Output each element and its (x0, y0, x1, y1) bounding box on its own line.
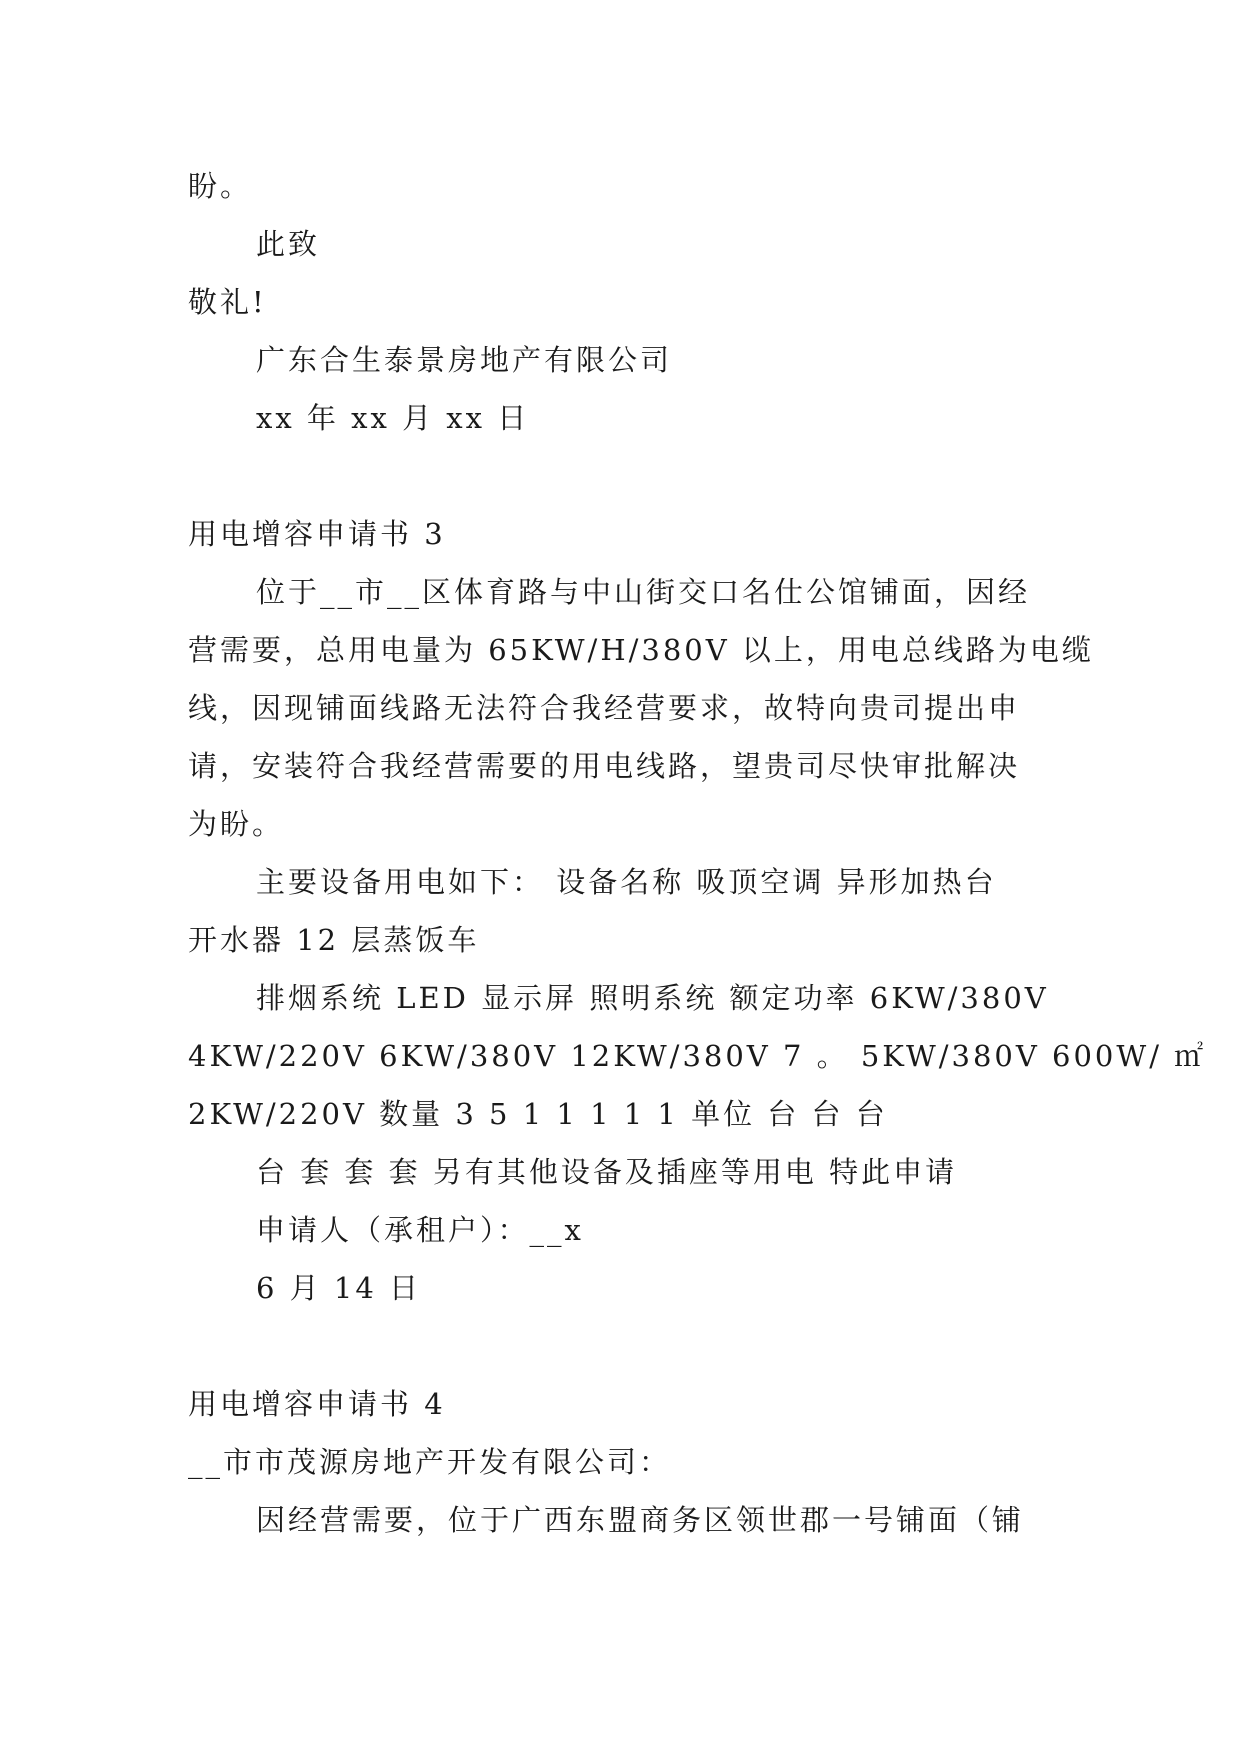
section-3-para1-line5: 为盼。 (188, 807, 285, 841)
section-3-para1-line3: 线，因现铺面线路无法符合我经营要求，故特向贵司提出申 (188, 691, 1021, 725)
section-3-para1-line4: 请，安装符合我经营需要的用电线路，望贵司尽快审批解决 (188, 749, 1021, 783)
signer-name: 广东合生泰景房地产有限公司 (256, 343, 673, 377)
section-4-addressee: __市市茂源房地产开发有限公司： (188, 1445, 672, 1479)
salutation-line-1: 此致 (256, 227, 321, 261)
section-3-para1-line1: 位于__市__区体育路与中山街交口名仕公馆铺面，因经 (256, 575, 1031, 609)
section-3-para2-line1: 主要设备用电如下： 设备名称 吸顶空调 异形加热台 (256, 865, 997, 899)
section-3-para1-line2: 营需要，总用电量为 65KW/H/380V 以上，用电总线路为电缆 (188, 633, 1094, 667)
section-3-para2-line2: 开水器 12 层蒸饭车 (188, 923, 480, 957)
section-4-title: 用电增容申请书 4 (188, 1387, 446, 1421)
section-3-para3-line3: 2KW/220V 数量 3 5 1 1 1 1 1 单位 台 台 台 (188, 1097, 888, 1131)
prev-letter-tail: 盼。 (188, 169, 253, 203)
section-3-date: 6 月 14 日 (256, 1271, 422, 1305)
section-4-para1-line1: 因经营需要，位于广西东盟商务区领世郡一号铺面（铺 (256, 1503, 1025, 1537)
section-3-para3-line2: 4KW/220V 6KW/380V 12KW/380V 7 。 5KW/380V 600W/ ㎡ (188, 1039, 1207, 1073)
salutation-line-2: 敬礼! (188, 285, 267, 319)
section-3-para3-line1: 排烟系统 LED 显示屏 照明系统 额定功率 6KW/380V (256, 981, 1049, 1015)
section-3-title: 用电增容申请书 3 (188, 517, 446, 551)
section-3-applicant: 申请人（承租户）：__x (256, 1213, 584, 1247)
section-3-para4: 台 套 套 套 另有其他设备及插座等用电 特此申请 (256, 1155, 958, 1189)
signature-date: xx 年 xx 月 xx 日 (256, 401, 530, 435)
